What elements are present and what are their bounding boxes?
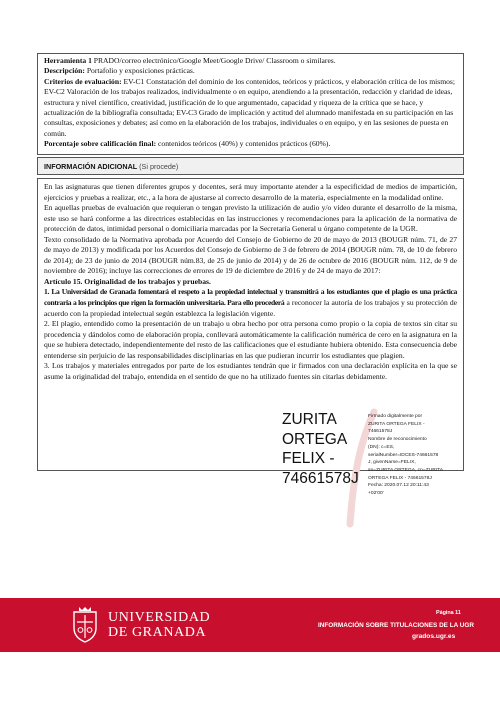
paragraph-article-1: 1. La Universidad de Granada fomentará el respeto a la propiedad intelectual y transmitirá a los estudiantes que el plagio es una práctica contraria a los principios que rigen la formación universitaria. Para ello procederá a reconocer la autoría de los trabajos y su protección de acuerdo con la propiedad intelectual según establezca la legislación vigente. <box>44 287 457 318</box>
paragraph-article-2: 2. El plagio, entendido como la presentación de un trabajo u obra hecho por otra persona como propio o la copia de textos sin citar su procedencia y dándolos como de elaboración propia, conllevará automáticamente la calificación numérica de cero en la asignatura en la que se hubiera detectado, independientemente del resto de las calificaciones que el estudiante hubiera obtenido. Esta consecuencia debe entenderse sin perjuicio de las responsabilidades disciplinarias en las que pudieran incurrir los estudiantes que plagien. <box>44 319 457 360</box>
paragraph-audio-video: En aquellas pruebas de evaluación que requieran o tengan previsto la utilización de audio y/o vídeo durante el desarrollo de la misma, este uso se hará conforme a las directrices establecidas en las instrucciones y recomendaciones para la aplicación de la normativa de protección de datos, intimidad personal o domiciliaria marcadas por la Secretaría General u órgano competente de la UGR. <box>44 203 457 234</box>
paragraph-article-3: 3. Los trabajos y materiales entregados por parte de los estudiantes tendrán que ir firmados con una declaración explícita en la que se asume la originalidad del trabajo, entendida en el sentido de que no ha utilizado fuentes sin citarlas debidamente. <box>44 361 457 381</box>
description-line: Descripción: Portafolio y exposiciones prácticas. <box>44 66 195 76</box>
criteria-line: Criterios de evaluación: EV-C1 Constatación del dominio de los contenidos, teóricos y prácticos, y elaboración crítica de los mismos; EV-C2 Valoración de los trabajos realizados, individualmente o en equipo, atendiendo a la presentación, redacción y claridad de ideas, estructura y nivel científico, creatividad, justificación de lo que argumentado, capacidad y riqueza de la crítica que se hace, y actualización de la bibliografía consultada; EV-C3 Grado de implicación y actitud del alumnado manifestada en su participación en las consultas, exposiciones y debates; así como en la elaboración de los trabajos, individuales o en equipo, y en las sesiones de puesta en común. <box>44 76 455 138</box>
tool-line: Herramienta 1 PRADO/correo electrónico/Google Meet/Google Drive/ Classroom o similares. <box>44 56 336 65</box>
university-crest-icon <box>70 606 100 644</box>
paragraph-groups: En las asignaturas que tienen diferentes grupos y docentes, será muy importante atender a la especificidad de medios de impartición, ejercicios y pruebas a realizar, etc., a la hora de ajustarse al correcto desarrollo de la materia, especialmente en la modalidad online. <box>44 182 457 202</box>
evaluation-tool-box <box>37 53 464 155</box>
section-title: INFORMACIÓN ADICIONAL <box>44 162 138 171</box>
signer-name: ZURITA ORTEGA FELIX - 74661578J <box>282 411 359 487</box>
article-heading: Artículo 15. Originalidad de los trabajos y pruebas. <box>44 276 211 286</box>
section-subtitle: (Si procede) <box>137 162 179 171</box>
paragraph-normativa: Texto consolidado de la Normativa aprobada por Acuerdo del Consejo de Gobierno de 20 de mayo de 2013 (BOUGR núm. 71, de 27 de mayo de 2013) y modificada por los Acuerdos del Consejo de Gobierno de 3 de febrero de 2014 (BOUGR núm. 78, de 10 de febrero de 2014); de 23 de junio de 2014 (BOUGR núm.83, de 25 de junio de 2014) y de 26 de octubre de 2016 (BOUGR núm. 112, de 9 de noviembre de 2016); incluye las correcciones de errores de 19 de diciembre de 2016 y de 24 de mayo de 2017: <box>44 234 457 276</box>
university-name: UNIVERSIDAD DE GRANADA <box>108 610 211 640</box>
grados-link[interactable]: grados.ugr.es <box>412 633 456 640</box>
percentage-line: Porcentaje sobre calificación final: contenidos teóricos (40%) y contenidos prácticos (60%). <box>44 139 331 149</box>
signature-details: Firmado digitalmente por ZURITA ORTEGA FELIX - 74661578J Nombre de reconocimiento (DN): c=ES, serialNumber=IDCES-74661578 J, givenName=FELIX, sn=ZURITA ORTEGA, cn=ZURITA ORTEGA FELIX - 74661578J Fecha: 2020.07.12 20:11:43 +02'00' <box>368 414 444 497</box>
section-header <box>37 157 464 175</box>
ugr-footer-banner <box>0 598 500 652</box>
titulaciones-label: INFORMACIÓN SOBRE TITULACIONES DE LA UGR <box>318 622 474 629</box>
page-number: Página 11 <box>436 610 461 616</box>
